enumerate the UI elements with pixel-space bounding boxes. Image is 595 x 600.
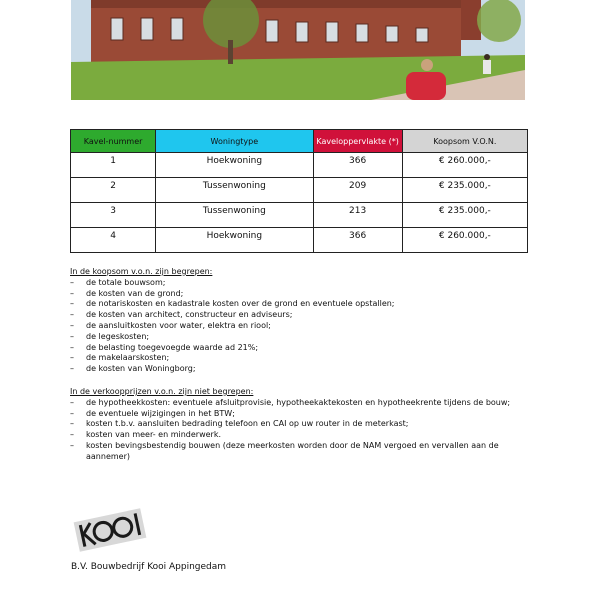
header-kavelnummer: Kavel-nummer [71, 130, 156, 153]
table-row [71, 203, 528, 228]
cell-kavel: 1 [71, 153, 156, 178]
table-header-row [71, 130, 528, 153]
list-item: – de aansluitkosten voor water, elektra en riool; [70, 321, 540, 332]
cell-kavel: 4 [71, 228, 156, 253]
cell-oppervlakte: 209 [313, 178, 402, 203]
list-item: – de hypotheekkosten: eventuele afsluitprovisie, hypotheekaktekosten en hypotheekrente tijdens de bouw; [70, 398, 540, 409]
list-item: – de totale bouwsom; [70, 278, 540, 289]
cell-oppervlakte: 366 [313, 228, 402, 253]
excluded-costs-section [70, 387, 540, 463]
list-item: – de kosten van de grond; [70, 289, 540, 300]
company-name: B.V. Bouwbedrijf Kooi Appingedam [71, 562, 227, 572]
cell-oppervlakte: 366 [313, 153, 402, 178]
list-item: – de eventuele wijzigingen in het BTW; [70, 409, 540, 420]
table-row [71, 153, 528, 178]
included-heading: In de koopsom v.o.n. zijn begrepen: [70, 267, 213, 276]
list-item: – de makelaarskosten; [70, 353, 540, 364]
table-row [71, 178, 528, 203]
hero-illustration [71, 0, 525, 100]
list-item: – kosten van meer- en minderwerk. [70, 430, 540, 441]
header-koopsom: Koopsom V.O.N. [402, 130, 527, 153]
excluded-list [70, 398, 540, 463]
cell-type: Hoekwoning [156, 153, 313, 178]
list-item: – de legeskosten; [70, 332, 540, 343]
header-woningtype: Woningtype [156, 130, 313, 153]
cell-kavel: 2 [71, 178, 156, 203]
included-list [70, 278, 540, 375]
price-table [70, 129, 528, 253]
cell-kavel: 3 [71, 203, 156, 228]
list-item: – de kosten van Woningborg; [70, 364, 540, 375]
list-item: – de notariskosten en kadastrale kosten over de grond en eventuele opstallen; [70, 299, 540, 310]
included-costs-section [70, 267, 540, 375]
cell-oppervlakte: 213 [313, 203, 402, 228]
list-item: – kosten t.b.v. aansluiten bedrading telefoon en CAI op uw router in de meterkast; [70, 419, 540, 430]
cell-type: Hoekwoning [156, 228, 313, 253]
cell-koopsom: € 260.000,- [402, 153, 527, 178]
table-row [71, 228, 528, 253]
excluded-heading: In de verkoopprijzen v.o.n. zijn niet begrepen: [70, 387, 254, 396]
list-item: – de kosten van architect, constructeur en adviseurs; [70, 310, 540, 321]
cell-type: Tussenwoning [156, 203, 313, 228]
cell-type: Tussenwoning [156, 178, 313, 203]
list-item: – kosten bevingsbestendig bouwen (deze meerkosten worden door de NAM vergoed en vervallen aan de aannemer) [70, 441, 540, 463]
header-kaveloppervlakte: Kaveloppervlakte (*) [313, 130, 402, 153]
list-item: – de belasting toegevoegde waarde ad 21%; [70, 343, 540, 354]
kooi-logo [72, 507, 148, 553]
cell-koopsom: € 235.000,- [402, 178, 527, 203]
cell-koopsom: € 235.000,- [402, 203, 527, 228]
cell-koopsom: € 260.000,- [402, 228, 527, 253]
